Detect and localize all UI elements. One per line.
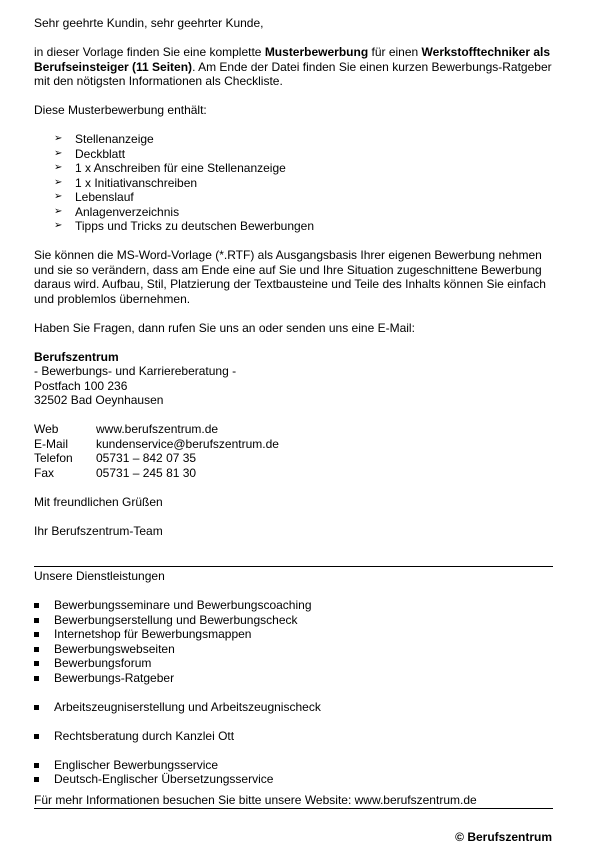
letter-body: [34, 16, 554, 538]
intro-text-2: für einen: [368, 45, 422, 59]
list-item-label: Rechtsberatung durch Kanzlei Ott: [54, 728, 235, 743]
list-item-label: Arbeitszeugniserstellung und Arbeitszeugnischeck: [54, 699, 321, 714]
intro-paragraph: [34, 45, 554, 89]
city: 32502 Bad Oeynhausen: [34, 393, 164, 407]
closing: Mit freundlichen Grüßen: [34, 494, 163, 509]
square-bullet-icon: [34, 777, 39, 782]
postbox: Postfach 100 236: [34, 378, 128, 393]
contact-label: Telefon: [34, 451, 73, 465]
web-link[interactable]: www.berufszentrum.de: [96, 422, 219, 436]
list-item: [34, 758, 553, 773]
arrow-bullet-icon: ➢: [54, 220, 63, 231]
list-spacer: [34, 714, 553, 729]
list-item: [34, 656, 553, 671]
copyright: © Berufszentrum: [455, 830, 552, 844]
fax-number: 05731 – 245 81 30: [96, 465, 197, 480]
divider: [34, 808, 553, 809]
list-item-label: Bewerbungserstellung und Bewerbungscheck: [54, 612, 298, 627]
contact-row-email: [34, 437, 554, 452]
list-item-label: Bewerbungswebseiten: [54, 641, 175, 656]
list-item-label: 1 x Anschreiben für eine Stellenanzeige: [75, 161, 286, 175]
list-item: [34, 176, 554, 191]
square-bullet-icon: [34, 603, 39, 608]
services-section: [34, 566, 553, 809]
intro-text-3: . Am Ende der Datei finden Sie einen kurzen Bewerbungs-Ratgeber mit den nötigsten Informationen als Checkliste.: [34, 59, 552, 88]
list-item: [34, 161, 554, 176]
list-item: [34, 627, 553, 642]
phone-number: 05731 – 842 07 35: [96, 451, 197, 465]
list-spacer: [34, 743, 553, 758]
square-bullet-icon: [34, 763, 39, 768]
list-item-label: Englischer Bewerbungsservice: [54, 757, 219, 772]
contact-row-web: [34, 422, 554, 437]
company-name: Berufszentrum: [34, 349, 119, 364]
square-bullet-icon: [34, 705, 39, 710]
more-info-line: Für mehr Informationen besuchen Sie bitte unsere Website: www.berufszentrum.de: [34, 792, 477, 807]
list-item: [34, 700, 553, 715]
list-item-label: Internetshop für Bewerbungsmappen: [54, 627, 252, 641]
list-item: [34, 205, 554, 220]
square-bullet-icon: [34, 647, 39, 652]
arrow-bullet-icon: ➢: [54, 191, 63, 202]
list-item-label: Anlagenverzeichnis: [75, 204, 180, 219]
arrow-bullet-icon: ➢: [54, 147, 63, 159]
square-bullet-icon: [34, 618, 39, 623]
list-item-label: Bewerbungsforum: [54, 656, 152, 670]
list-item-label: Bewerbungs-Ratgeber: [54, 670, 175, 685]
contact-row-fax: [34, 466, 554, 481]
address-block: [34, 350, 554, 408]
arrow-bullet-icon: ➢: [54, 133, 63, 144]
contact-block: [34, 422, 554, 480]
contents-list: [34, 132, 554, 234]
list-item-label: Deutsch-Englischer Übersetzungsservice: [54, 772, 274, 786]
list-item: [34, 729, 553, 744]
greeting: Sehr geehrte Kundin, sehr geehrter Kunde,: [34, 16, 264, 30]
square-bullet-icon: [34, 676, 39, 681]
email-link[interactable]: kundenservice@berufszentrum.de: [96, 436, 279, 451]
company-tagline: - Bewerbungs- und Karriereberatung -: [34, 364, 237, 378]
arrow-bullet-icon: ➢: [54, 205, 63, 217]
arrow-bullet-icon: ➢: [54, 176, 63, 188]
list-item: [34, 147, 554, 162]
contact-label: Fax: [34, 465, 55, 480]
contact-row-phone: [34, 451, 554, 466]
intro-bold-2: Werkstofftechniker als Berufseinsteiger (11 Seiten): [34, 45, 551, 74]
divider: [34, 566, 553, 567]
contact-label: E-Mail: [34, 436, 69, 451]
intro-bold-1: Musterbewerbung: [264, 45, 369, 59]
list-spacer: [34, 685, 553, 700]
list-item: [34, 190, 554, 205]
list-item: [34, 772, 553, 787]
services-heading: Unsere Dienstleistungen: [34, 569, 165, 583]
list-item: [34, 219, 554, 234]
list-item-label: Deckblatt: [75, 146, 126, 161]
signature: Ihr Berufszentrum-Team: [34, 523, 163, 538]
list-item-label: Tipps und Tricks zu deutschen Bewerbungen: [75, 219, 315, 233]
list-item-label: Bewerbungsseminare und Bewerbungscoaching: [54, 598, 312, 612]
square-bullet-icon: [34, 632, 39, 637]
list-item: [34, 132, 554, 147]
intro-text-1: in dieser Vorlage finden Sie eine komplette: [34, 45, 265, 59]
word-template-note: Sie können die MS-Word-Vorlage (*.RTF) als Ausgangsbasis Ihrer eigenen Bewerbung nehmen und sie so verändern, dass am Ende eine auf Sie und Ihre Situation zugeschnittene Bewerbung daraus wird. Aufbau, Stil, Platzierung der Textbausteine und Teile des Inhalts können Sie einfach und problemlos übernehmen.: [34, 248, 546, 306]
list-item: [34, 642, 553, 657]
list-item-label: 1 x Initiativanschreiben: [75, 175, 198, 190]
contents-heading: Diese Musterbewerbung enthält:: [34, 103, 207, 117]
arrow-bullet-icon: ➢: [54, 162, 63, 173]
list-item: [34, 598, 553, 613]
square-bullet-icon: [34, 734, 39, 739]
contact-label: Web: [34, 422, 59, 436]
square-bullet-icon: [34, 661, 39, 666]
list-item: [34, 671, 553, 686]
list-item-label: Lebenslauf: [75, 190, 134, 204]
services-list: [34, 598, 553, 787]
questions-note: Haben Sie Fragen, dann rufen Sie uns an oder senden uns eine E-Mail:: [34, 320, 415, 335]
list-item-label: Stellenanzeige: [75, 132, 154, 146]
list-item: [34, 613, 553, 628]
